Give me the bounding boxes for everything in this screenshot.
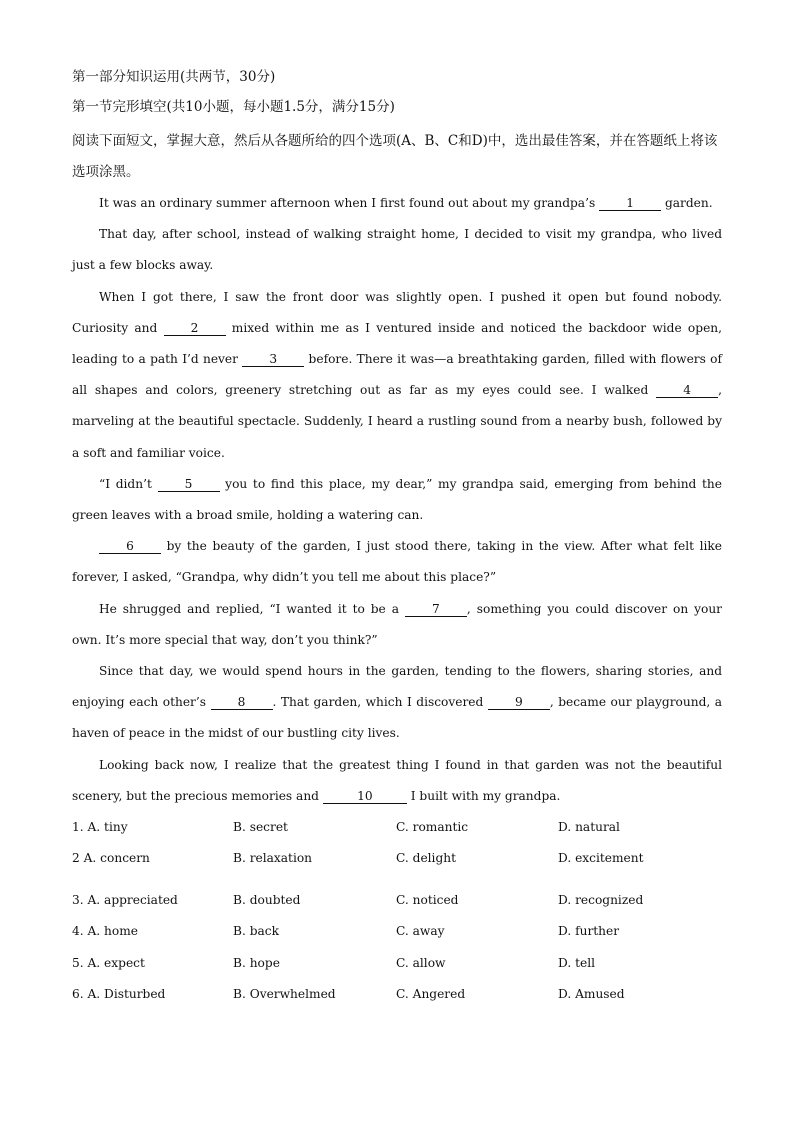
- option-row-1: [72, 812, 722, 843]
- option-d: D. excitement: [558, 851, 644, 866]
- blank-5: 5: [158, 477, 220, 492]
- text-run: garden.: [661, 196, 713, 210]
- option-b: B. Overwhelmed: [233, 986, 336, 1001]
- text-run: you to find this place, my dear,” my grandpa said, emerging from behind the green leaves with a broad smile, holding a watering can.: [72, 476, 722, 523]
- paragraph-2: That day, after school, instead of walking straight home, I decided to visit my grandpa, who lived just a few blocks away.: [72, 227, 722, 273]
- text-run: Looking back now, I realize that the greatest thing I found in that garden was not the beautiful scenery, but the precious memories and: [72, 757, 722, 803]
- option-a: 4. A. home: [72, 924, 139, 939]
- option-c: C. noticed: [396, 893, 459, 908]
- options-list: [72, 812, 722, 1010]
- section-heading: 第一节完形填空(共10小题，每小题1.5分，满分15分): [72, 99, 395, 115]
- text-run: before. There it was—a breathtaking garden, filled with flowers of all shapes and colors, greenery stretching out as far as my eyes could see. I walked: [72, 352, 722, 398]
- text-run: When I got there, I saw the front door was slightly open. I pushed it open but found nobody. Curiosity and: [72, 289, 722, 335]
- option-c: C. delight: [396, 851, 456, 866]
- option-row-4: [72, 916, 722, 947]
- option-row-3: [72, 885, 722, 916]
- text-run: mixed within me as I ventured inside and noticed the backdoor wide open, leading to a path I’d never: [72, 320, 722, 367]
- blank-3: 3: [242, 352, 304, 367]
- blank-6: 6: [99, 539, 161, 554]
- paragraph-3: [72, 282, 722, 469]
- paragraph-5: [72, 531, 722, 593]
- option-a: 3. A. appreciated: [72, 893, 178, 908]
- paragraph-4: [72, 469, 722, 531]
- option-a: 2 A. concern: [72, 851, 150, 866]
- option-d: D. tell: [558, 955, 595, 970]
- option-a: 5. A. expect: [72, 955, 145, 970]
- instruction-text: 阅读下面短文，掌握大意，然后从各题所给的四个选项(A、B、C和D)中，选出最佳答案，并在答题纸上将该选项涂黑。: [72, 133, 718, 180]
- text-run: , something you could discover on your own. It’s more special that way, don’t you think?”: [72, 601, 723, 647]
- option-row-6: [72, 979, 722, 1010]
- option-c: C. romantic: [396, 820, 469, 835]
- option-c: C. allow: [396, 955, 446, 970]
- text-run: I built with my grandpa.: [406, 788, 561, 803]
- option-c: C. away: [396, 924, 445, 939]
- text-run: by the beauty of the garden, I just stood there, taking in the view. After what felt like forever, I asked, “Grandpa, why didn’t you tell me about this place?”: [72, 539, 722, 585]
- blank-7: 7: [405, 602, 467, 617]
- option-c: C. Angered: [396, 986, 466, 1001]
- part-heading: 第一部分知识运用(共两节，30分): [72, 69, 276, 85]
- blank-4: 4: [656, 383, 718, 398]
- blank-9: 9: [488, 695, 550, 710]
- option-b: B. secret: [233, 820, 288, 835]
- paragraph-7: [72, 656, 722, 750]
- option-a: 1. A. tiny: [72, 820, 128, 835]
- blank-8: 8: [211, 695, 273, 710]
- text-run: He shrugged and replied, “I wanted it to be a: [99, 601, 405, 616]
- blank-2: 2: [164, 321, 226, 336]
- option-d: D. Amused: [558, 986, 625, 1001]
- text-run: Since that day, we would spend hours in the garden, tending to the flowers, sharing stories, and enjoying each other’s: [72, 664, 722, 710]
- exam-page: [72, 66, 722, 1010]
- option-row-5: [72, 948, 722, 979]
- option-b: B. back: [233, 924, 279, 939]
- option-b: B. doubted: [233, 893, 301, 908]
- option-d: D. natural: [558, 820, 620, 835]
- option-d: D. further: [558, 924, 620, 939]
- text-run: , became our playground, a haven of peace in the midst of our bustling city lives.: [72, 695, 723, 741]
- blank-1: 1: [599, 196, 661, 211]
- text-run: , marveling at the beautiful spectacle. Suddenly, I heard a rustling sound from a nearby bush, followed by a soft and familiar voice.: [72, 383, 722, 460]
- paragraph-8: [72, 750, 722, 812]
- option-a: 6. A. Disturbed: [72, 986, 166, 1001]
- blank-10: 10: [323, 789, 407, 804]
- option-b: B. hope: [233, 955, 280, 970]
- paragraph-6: [72, 594, 722, 656]
- text-run: . That garden, which I discovered: [272, 695, 488, 710]
- option-row-2: [72, 843, 722, 885]
- text-run: It was an ordinary summer afternoon when I first found out about my grandpa’s: [99, 196, 600, 210]
- text-run: “I didn’t: [99, 476, 158, 491]
- option-d: D. recognized: [558, 893, 644, 908]
- paragraph-1: [72, 188, 722, 219]
- option-b: B. relaxation: [233, 851, 313, 866]
